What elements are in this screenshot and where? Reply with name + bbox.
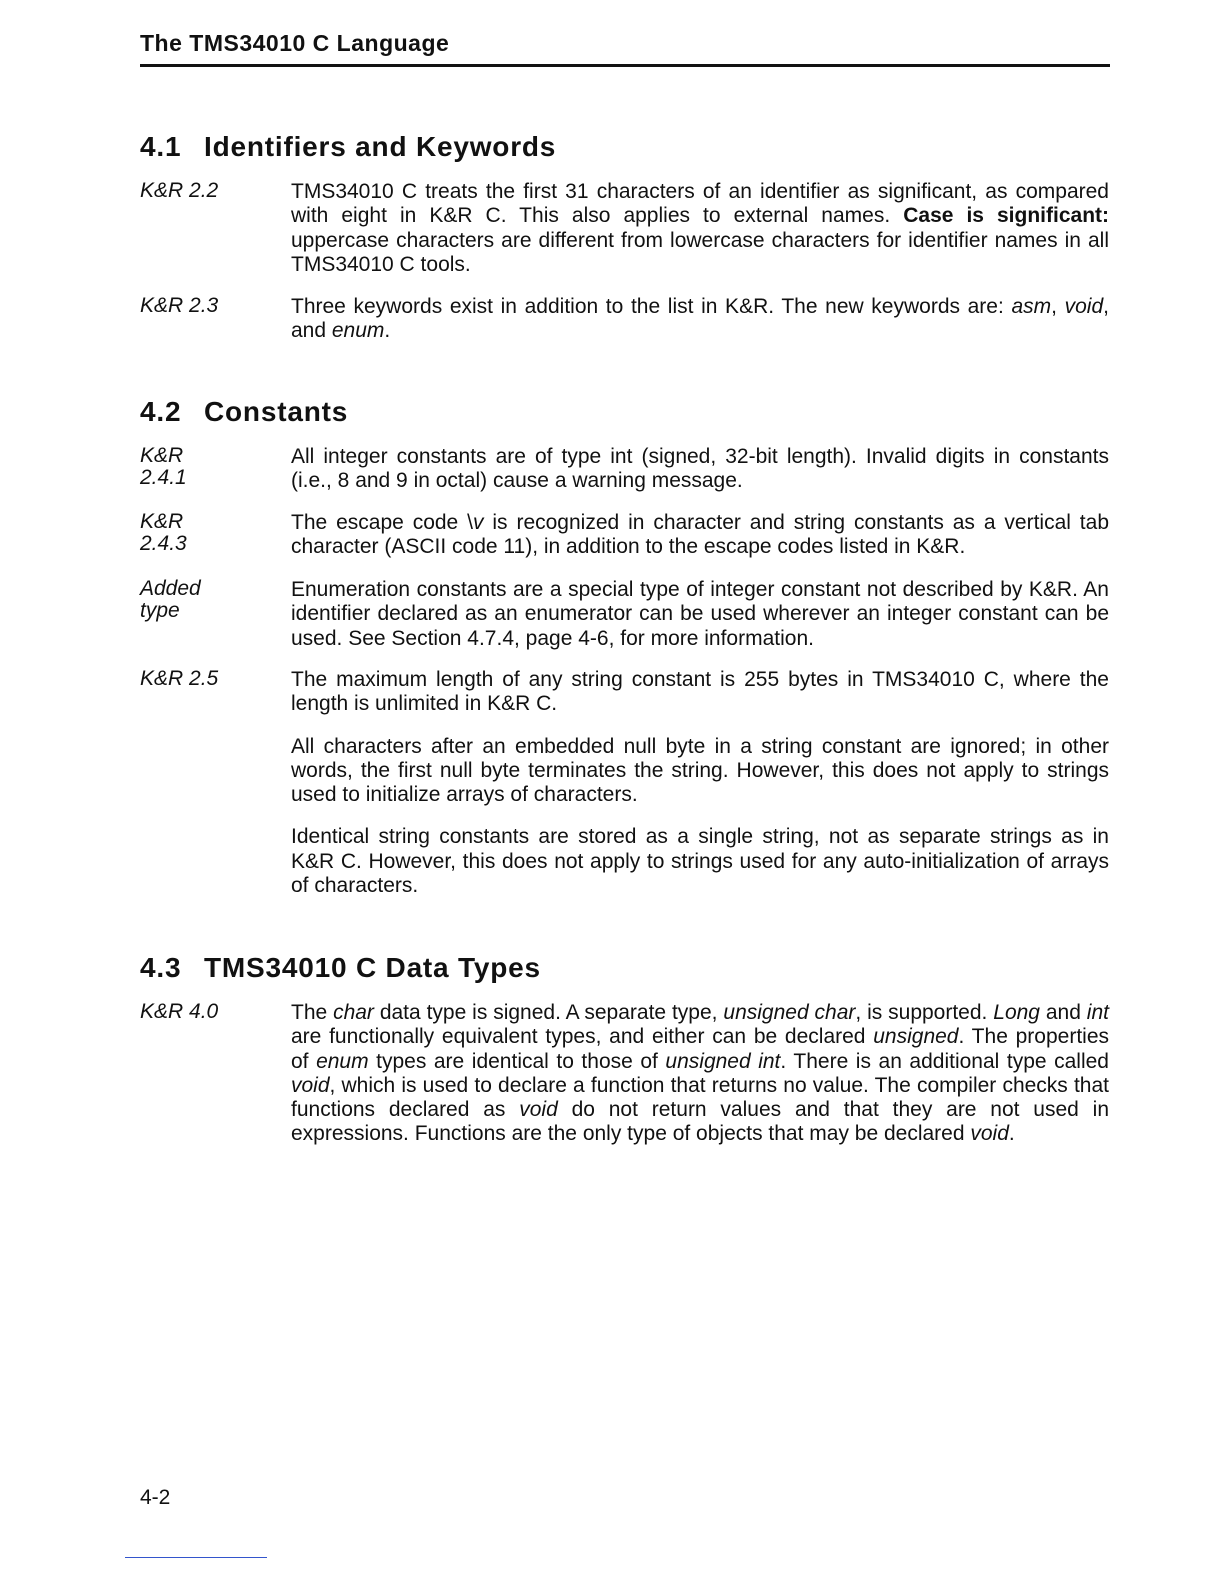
text-run: are functionally equivalent types, and either can be declared [291, 1025, 874, 1049]
type-name: void [291, 1073, 330, 1097]
page-number: 4-2 [140, 1486, 171, 1509]
entry-text [291, 180, 1109, 277]
type-name: void [519, 1098, 558, 1122]
tag-line: 2.4.3 [140, 532, 187, 555]
tag-line: type [140, 599, 180, 622]
section-heading-4-3 [140, 952, 541, 984]
margin-tag: K&R 2.3 [140, 294, 219, 317]
paragraph: Identical string constants are stored as a single string, not as separate strings as in K&R C. However, this does not apply to strings used for any auto-initialization of arrays of characters. [291, 825, 1109, 898]
text-run: is recognized in character and string constants as a vertical tab character (ASCII code 11), in addition to the escape codes listed in K&R. [291, 511, 1110, 559]
text-run: TMS34010 C treats the first 31 characters of an identifier as significant, as compared with eight in K&R C. This also applies to external names. [291, 180, 1109, 228]
escape-code: v [472, 511, 484, 534]
text-run: . [1008, 1122, 1015, 1146]
section-number: 4.3 [140, 952, 182, 983]
entry-text [291, 668, 1109, 898]
section-heading-4-1 [140, 131, 556, 163]
section-number: 4.2 [140, 396, 182, 427]
entry-text [291, 1001, 1109, 1147]
margin-tag [140, 511, 260, 555]
text-run: uppercase characters are different from lowercase characters for identifier names in all TMS34010 C tools. [291, 228, 1109, 276]
text-run: and [1039, 1001, 1087, 1024]
margin-tag: K&R 2.5 [140, 667, 219, 690]
section-heading-4-2 [140, 396, 348, 428]
type-name: int [1086, 1001, 1109, 1024]
text-run: Three keywords exist in addition to the list in K&R. The new keywords are: [291, 295, 1012, 318]
tag-line: K&R [140, 510, 184, 533]
paragraph: The maximum length of any string constant is 255 bytes in TMS34010 C, where the length is unlimited in K&R C. [291, 668, 1109, 716]
entry-text [291, 295, 1109, 344]
keyword-enum: enum [331, 319, 385, 343]
bold-run: Case is significant: [903, 204, 1110, 228]
text-run: . There is an additional type called [780, 1049, 1109, 1073]
text-run: , which is used to declare a function that returns no value. The compiler checks that functions declared as [291, 1073, 1109, 1122]
entry-text: Enumeration constants are a special type of integer constant not described by K&R. An identifier declared as an enumerator can be used wherever an integer constant can be used. See Section 4.7.4, page 4-6, for more information. [291, 578, 1109, 650]
margin-tag [140, 445, 260, 489]
text-run: . [384, 319, 391, 343]
text-run: do not return values and that they are not used in expressions. Functions are the only type of objects that may be declared [291, 1098, 1109, 1146]
margin-tag: K&R 2.2 [140, 179, 219, 202]
type-name: enum [316, 1049, 369, 1073]
paragraph: All characters after an embedded null byte in a string constant are ignored; in other words, the first null byte terminates the string. However, this does not apply to strings used to initialize arrays of characters. [291, 734, 1109, 807]
keyword-asm: asm [1011, 295, 1052, 318]
type-name: unsigned char [723, 1001, 856, 1024]
keyword-void: void [1064, 295, 1104, 318]
section-title: TMS34010 C Data Types [204, 952, 541, 983]
text-run: , [1051, 295, 1065, 318]
section-title: Identifiers and Keywords [204, 131, 557, 162]
entry-text [291, 511, 1109, 560]
type-name: void [970, 1122, 1009, 1146]
type-name: char [333, 1001, 374, 1024]
scan-edge-line [125, 1557, 267, 1558]
tag-line: K&R [140, 444, 184, 467]
margin-tag: K&R 4.0 [140, 1000, 219, 1023]
text-run: . The properties of [291, 1025, 1109, 1073]
text-run: , and [291, 295, 1109, 343]
section-title: Constants [204, 396, 349, 427]
type-name: Long [993, 1001, 1040, 1024]
tag-line: Added [140, 577, 201, 600]
section-number: 4.1 [140, 131, 182, 162]
margin-tag [140, 578, 260, 622]
tag-line: 2.4.1 [140, 466, 187, 489]
header-rule [140, 64, 1110, 67]
text-run: The [291, 1001, 334, 1024]
text-run: The escape code \ [291, 511, 473, 534]
running-title: The TMS34010 C Language [140, 30, 450, 56]
text-run: data type is signed. A separate type, [373, 1001, 724, 1024]
text-run: types are identical to those of [368, 1049, 666, 1073]
type-name: unsigned [873, 1025, 959, 1049]
type-name: unsigned int [665, 1049, 781, 1073]
text-run: , is supported. [855, 1001, 994, 1024]
entry-text: All integer constants are of type int (signed, 32-bit length). Invalid digits in constants (i.e., 8 and 9 in octal) cause a warning message. [291, 445, 1109, 493]
